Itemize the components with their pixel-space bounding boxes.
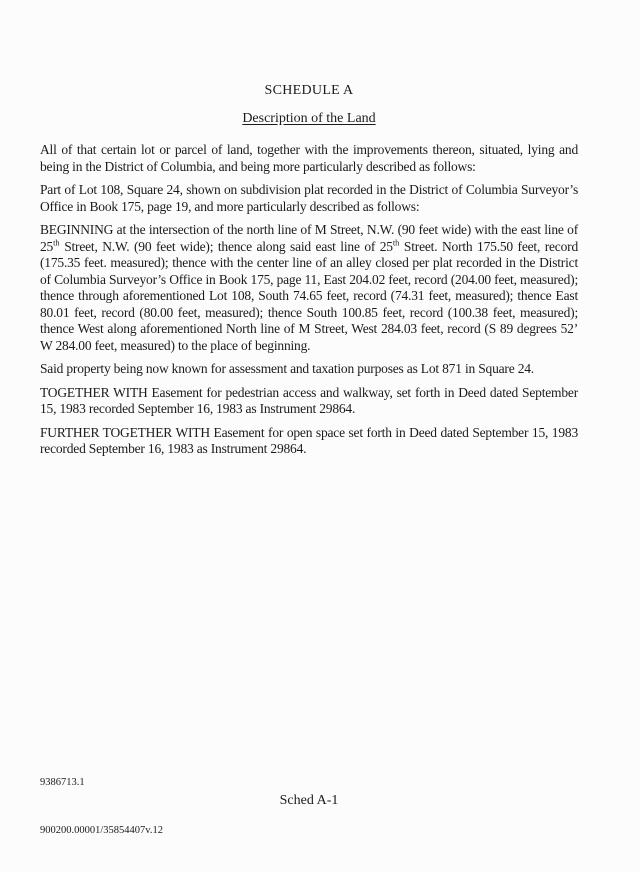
paragraph-plat-reference: Part of Lot 108, Square 24, shown on subdivision plat recorded in the District of Columbia Surveyor’s Office in Book 175, page 19, and more particularly described as follows:	[40, 182, 578, 214]
document-title: SCHEDULE A	[264, 83, 354, 98]
ordinal-superscript: th	[392, 238, 400, 247]
paragraph-intro: All of that certain lot or parcel of land, together with the improvements thereon, situated, lying and being in the District of Columbia, and being more particularly described as follows:	[40, 142, 578, 174]
footer-file-reference: 900200.00001/35854407v.12	[40, 825, 163, 836]
document-subtitle: Description of the Land	[242, 111, 376, 126]
document-subtitle-row	[40, 111, 578, 127]
metes-text-2: Street, N.W. (90 feet wide); thence along said east line of 25	[59, 238, 393, 254]
paragraph-taxation: Said property being now known for assessment and taxation purposes as Lot 871 in Square 24.	[40, 361, 534, 376]
footer-document-id: 9386713.1	[40, 777, 85, 788]
paragraph-further-together-with: FURTHER TOGETHER WITH Easement for open space set forth in Deed dated September 15, 1983 recorded September 16, 1983 as Instrument 29864.	[40, 424, 578, 456]
paragraph-together-with: TOGETHER WITH Easement for pedestrian access and walkway, set forth in Deed dated September 15, 1983 recorded September 16, 1983 as Instrument 29864.	[40, 384, 578, 416]
paragraph-metes-and-bounds	[40, 222, 578, 354]
metes-text-1: BEGINNING at the intersection of the north line of M Street, N.W. (90 feet wide) with the east line of 25	[40, 222, 578, 254]
footer-page-label: Sched A-1	[279, 793, 339, 808]
ordinal-superscript: th	[53, 238, 60, 247]
metes-text-3: Street. North 175.50 feet, record (175.35 feet. measured); thence with the center line of an alley closed per plat recorded in the District of Columbia Surveyor’s Office in Book 175, page 11, East 204.02 feet, record (204.00 feet, measured); thence through aforementioned Lot 108, South 74.65 feet, record (74.31 feet, measured); thence East 80.01 feet, record (80.00 feet, measured); thence South 100.85 feet, record (100.38 feet, measured); thence West along aforementioned North line of M Street, West 284.03 feet, record (S 89 degrees 52’ W 284.00 feet, measured) to the place of beginning.	[40, 238, 578, 353]
document-body	[40, 83, 578, 465]
